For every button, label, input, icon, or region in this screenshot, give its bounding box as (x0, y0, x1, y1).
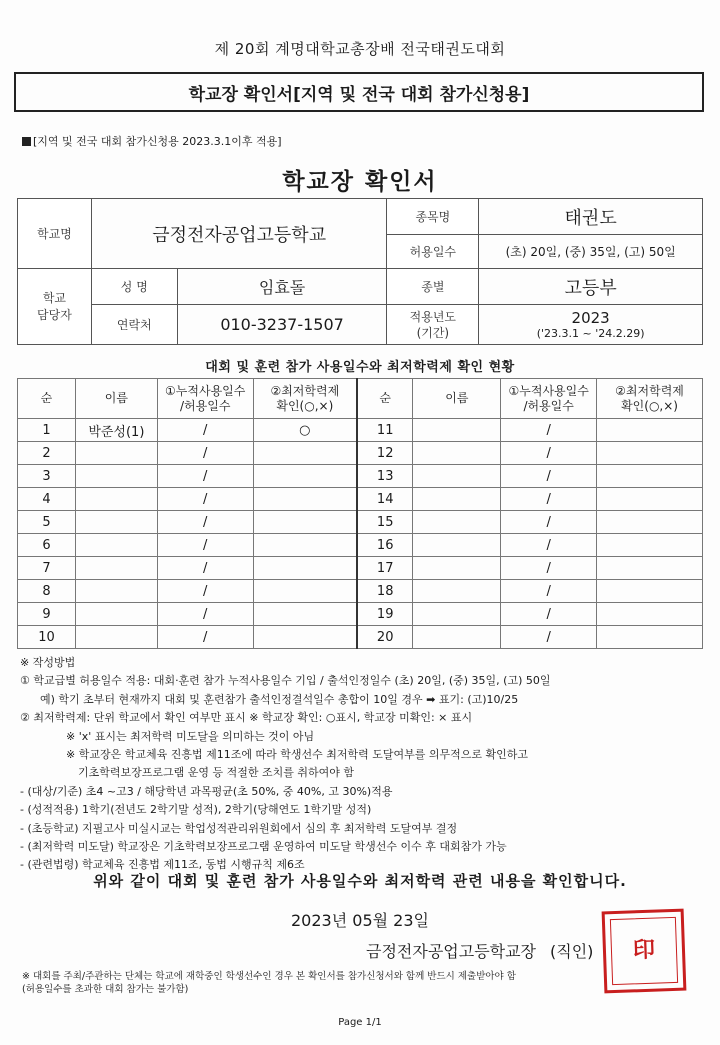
row-name (413, 534, 501, 557)
row-name (75, 511, 157, 534)
page-number: Page 1/1 (338, 1017, 382, 1028)
row-name (75, 557, 157, 580)
table-row (18, 511, 703, 534)
instruction-line: ※ 'x' 표시는 최저학력 미도달을 의미하는 것이 아님 (66, 729, 315, 743)
name-value: 임효돌 (177, 269, 387, 305)
row-name (75, 626, 157, 649)
event-title: 제 20회 계명대학교총장배 전국태권도대회 (214, 40, 506, 58)
table-row (18, 626, 703, 649)
year-cell (479, 305, 703, 345)
row-days: / (157, 603, 253, 626)
header-days: ①누적사용일수 /허용일수 (157, 379, 253, 419)
row-check (253, 442, 357, 465)
footnote: ※ 대회를 주최/주관하는 단체는 학교에 재학중인 학생선수인 경우 본 확인서를 참가신청서와 함께 반드시 제출받아야 함 (허용일수를 초과한 대회 참가는 불가함) (22, 971, 516, 995)
row-days: / (501, 442, 597, 465)
row-days: / (157, 557, 253, 580)
table-row (18, 580, 703, 603)
row-days: / (157, 580, 253, 603)
square-bullet-icon (22, 137, 31, 146)
row-check (597, 603, 703, 626)
row-name (75, 603, 157, 626)
table-header-row (18, 379, 703, 419)
instruction-line: ※ 작성방법 (20, 656, 76, 669)
row-check (253, 580, 357, 603)
allowed-days-label: 허용일수 (387, 235, 479, 269)
row-no: 12 (357, 442, 413, 465)
row-check (253, 511, 357, 534)
header-check: ②최저학력제 확인(○,×) (597, 379, 703, 419)
row-no: 14 (357, 488, 413, 511)
row-days: / (157, 442, 253, 465)
section-title: 대회 및 훈련 참가 사용일수와 최저학력제 확인 현황 (205, 360, 515, 375)
row-no: 11 (357, 419, 413, 442)
row-days: / (157, 626, 253, 649)
row-no: 8 (18, 580, 76, 603)
row-check (597, 419, 703, 442)
instruction-line: - (최저학력 미도달) 학교장은 기초학력보장프로그램 운영하여 미도달 학생선수 이수 후 대회참가 가능 (20, 840, 507, 854)
instruction-line: 예) 학기 초부터 현재까지 대회 및 훈련참가 출석인정결석일수 총합이 10일 경우 ➡ 표기: (고)10/25 (40, 692, 519, 706)
year-label: 적용년도 (기간) (387, 305, 479, 345)
instruction-line: - (성적적용) 1학기(전년도 2학기말 성적), 2학기(당해연도 1학기말 성적) (20, 803, 372, 817)
row-no: 20 (357, 626, 413, 649)
row-no: 6 (18, 534, 76, 557)
row-no: 5 (18, 511, 76, 534)
table-row (18, 419, 703, 442)
seal-stamp-icon: 印 (610, 917, 678, 985)
form-title-box (14, 72, 704, 112)
header-days: ①누적사용일수 /허용일수 (501, 379, 597, 419)
row-no: 10 (18, 626, 76, 649)
row-check (253, 557, 357, 580)
table-row (18, 442, 703, 465)
category-label: 종별 (387, 269, 479, 305)
category-value: 고등부 (479, 269, 703, 305)
table-row (18, 603, 703, 626)
table-row (18, 465, 703, 488)
row-no: 15 (357, 511, 413, 534)
row-check (597, 442, 703, 465)
row-check (253, 603, 357, 626)
row-no: 2 (18, 442, 76, 465)
row-name (75, 580, 157, 603)
row-days: / (501, 419, 597, 442)
row-no: 13 (357, 465, 413, 488)
row-check (597, 557, 703, 580)
row-check (253, 465, 357, 488)
instruction-line: - (관련법령) 학교체육 진흥법 제11조, 동법 시행규칙 제6조 (20, 858, 305, 872)
row-days: / (501, 534, 597, 557)
school-name-value: 금정전자공업고등학교 (91, 199, 387, 269)
row-check (597, 534, 703, 557)
row-name (75, 465, 157, 488)
row-days: / (501, 488, 597, 511)
instruction-line: - (대상/기준) 초4 ~고3 / 해당학년 과목평균(초 50%, 중 40%, 고 30%)적용 (20, 784, 393, 798)
row-check (597, 511, 703, 534)
row-days: / (501, 626, 597, 649)
contact-value: 010-3237-1507 (177, 305, 387, 345)
row-name: 박준성(1) (75, 419, 157, 442)
row-no: 16 (357, 534, 413, 557)
instruction-line: ② 최저학력제: 단위 학교에서 확인 여부만 표시 ※ 학교장 확인: ○표시, 학교장 미확인: × 표시 (20, 711, 473, 725)
instruction-line: ① 학교급별 허용일수 적용: 대회·훈련 참가 누적사용일수 기입 / 출석인정일수 (초) 20일, (중) 35일, (고) 50일 (20, 674, 551, 688)
year-value: 2023 (571, 309, 610, 327)
confirmation-statement: 위와 같이 대회 및 훈련 참가 사용일수와 최저학력 관련 내용을 확인합니다. (93, 872, 627, 890)
row-no: 4 (18, 488, 76, 511)
header-name: 이름 (413, 379, 501, 419)
participation-table (17, 378, 703, 649)
row-no: 3 (18, 465, 76, 488)
row-name (413, 603, 501, 626)
table-row (18, 488, 703, 511)
row-name (75, 488, 157, 511)
row-check (597, 626, 703, 649)
header-no: 순 (357, 379, 413, 419)
header-no: 순 (18, 379, 76, 419)
sport-label: 종목명 (387, 199, 479, 235)
row-name (413, 557, 501, 580)
sport-value: 태권도 (479, 199, 703, 235)
row-days: / (501, 580, 597, 603)
notice-line (22, 133, 282, 149)
period-value: ('23.3.1 ~ '24.2.29) (536, 327, 645, 340)
instruction-line: - (초등학교) 지필고사 미실시교는 학업성적관리위원회에서 심의 후 최저학력 도달여부 결정 (20, 821, 458, 835)
name-label: 성 명 (91, 269, 177, 305)
instruction-line: 기초학력보장프로그램 운영 등 적절한 조치를 취하여야 함 (78, 766, 355, 780)
row-no: 19 (357, 603, 413, 626)
seal-mark: (직인) (550, 942, 594, 961)
row-days: / (157, 419, 253, 442)
row-days: / (501, 465, 597, 488)
row-name (413, 419, 501, 442)
row-days: / (501, 511, 597, 534)
signer-name: 금정전자공업고등학교장 (366, 942, 537, 961)
allowed-days-value: (초) 20일, (중) 35일, (고) 50일 (479, 235, 703, 269)
row-no: 1 (18, 419, 76, 442)
row-name (75, 534, 157, 557)
row-days: / (501, 603, 597, 626)
form-title: 학교장 확인서[지역 및 전국 대회 참가신청용] (188, 84, 530, 105)
signer (366, 939, 593, 962)
row-name (413, 488, 501, 511)
row-name (75, 442, 157, 465)
row-days: / (157, 465, 253, 488)
header-check: ②최저학력제 확인(○,×) (253, 379, 357, 419)
row-name (413, 580, 501, 603)
row-days: / (157, 488, 253, 511)
row-name (413, 465, 501, 488)
row-no: 17 (357, 557, 413, 580)
manager-label: 학교 담당자 (18, 269, 92, 345)
row-no: 7 (18, 557, 76, 580)
row-no: 9 (18, 603, 76, 626)
header-name: 이름 (75, 379, 157, 419)
info-table (17, 198, 703, 345)
notice-text: [지역 및 전국 대회 참가신청용 2023.3.1이후 적용] (33, 135, 282, 148)
row-check (253, 488, 357, 511)
instructions (20, 654, 710, 875)
row-no: 18 (357, 580, 413, 603)
row-days: / (157, 534, 253, 557)
instruction-line: ※ 학교장은 학교체육 진흥법 제11조에 따라 학생선수 최저학력 도달여부를 의무적으로 확인하고 (66, 748, 528, 762)
row-name (413, 442, 501, 465)
row-name (413, 626, 501, 649)
row-days: / (501, 557, 597, 580)
row-check (253, 534, 357, 557)
document-title: 학교장 확인서 (282, 169, 438, 195)
row-check (597, 465, 703, 488)
row-check: ○ (253, 419, 357, 442)
row-check (253, 626, 357, 649)
contact-label: 연락처 (91, 305, 177, 345)
row-name (413, 511, 501, 534)
row-check (597, 580, 703, 603)
table-row (18, 534, 703, 557)
school-name-label: 학교명 (18, 199, 92, 269)
row-check (597, 488, 703, 511)
table-row (18, 557, 703, 580)
row-days: / (157, 511, 253, 534)
issue-date: 2023년 05월 23일 (291, 911, 429, 930)
